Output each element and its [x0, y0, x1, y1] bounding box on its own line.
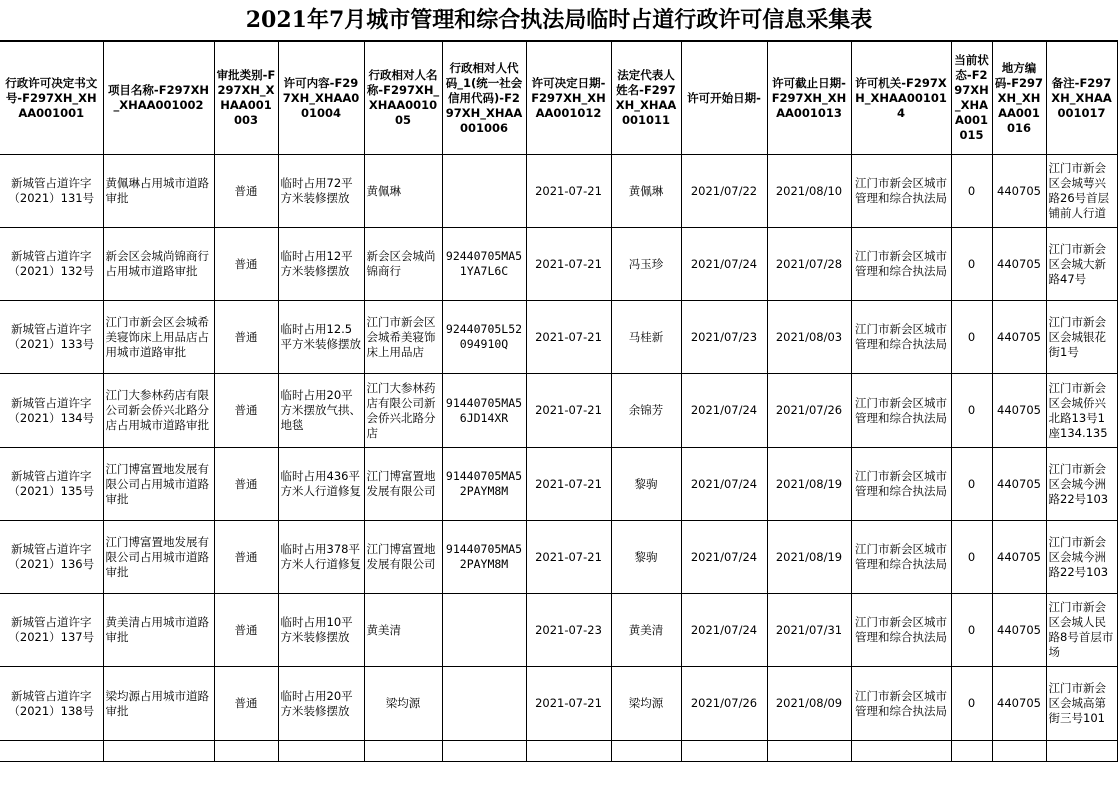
cell-start-date[interactable]: 2021/07/24	[681, 594, 767, 667]
cell-party-name[interactable]: 新会区会城尚锦商行	[364, 228, 442, 301]
cell-decision-no[interactable]: 新城管占道许字（2021）136号	[0, 521, 103, 594]
cell-credit-code[interactable]	[442, 667, 526, 741]
cell-start-date[interactable]: 2021/07/23	[681, 301, 767, 374]
cell-project-name[interactable]: 黄佩琳占用城市道路审批	[103, 155, 214, 228]
cell-content[interactable]: 临时占用12平方米装修摆放	[278, 228, 364, 301]
cell-project-name[interactable]: 梁均源占用城市道路审批	[103, 667, 214, 741]
cell-category[interactable]: 普通	[214, 448, 278, 521]
cell-end-date[interactable]: 2021/07/31	[767, 594, 851, 667]
cell-decision-no[interactable]: 新城管占道许字（2021）135号	[0, 448, 103, 521]
cell-decision-date[interactable]: 2021-07-21	[526, 374, 611, 448]
empty-cell[interactable]	[442, 741, 526, 762]
table-row	[0, 594, 1117, 667]
cell-party-name[interactable]: 黄佩琳	[364, 155, 442, 228]
cell-project-name[interactable]: 江门博富置地发展有限公司占用城市道路审批	[103, 448, 214, 521]
cell-region-code[interactable]: 440705	[992, 667, 1046, 741]
cell-authority[interactable]: 江门市新会区城市管理和综合执法局	[851, 228, 951, 301]
header-row	[0, 42, 1117, 155]
cell-end-date[interactable]: 2021/08/10	[767, 155, 851, 228]
header-cell[interactable]: 地方编码-F297XH_XHAA001016	[992, 42, 1046, 155]
cell-content[interactable]: 临时占用10平方米装修摆放	[278, 594, 364, 667]
header-cell[interactable]: 许可机关-F297XH_XHAA001014	[851, 42, 951, 155]
cell-region-code[interactable]: 440705	[992, 374, 1046, 448]
cell-authority[interactable]: 江门市新会区城市管理和综合执法局	[851, 594, 951, 667]
cell-legal-rep[interactable]: 马桂新	[611, 301, 681, 374]
table-row	[0, 667, 1117, 741]
permit-table	[0, 41, 1118, 762]
cell-decision-no[interactable]: 新城管占道许字（2021）137号	[0, 594, 103, 667]
cell-decision-date[interactable]: 2021-07-21	[526, 667, 611, 741]
cell-remark[interactable]: 江门市新会区会城侨兴北路13号1座134.135	[1046, 374, 1117, 448]
cell-decision-no[interactable]: 新城管占道许字（2021）133号	[0, 301, 103, 374]
cell-start-date[interactable]: 2021/07/24	[681, 374, 767, 448]
cell-start-date[interactable]: 2021/07/24	[681, 448, 767, 521]
cell-region-code[interactable]: 440705	[992, 521, 1046, 594]
cell-credit-code[interactable]: 92440705L52094910Q	[442, 301, 526, 374]
cell-content[interactable]: 临时占用436平方米人行道修复	[278, 448, 364, 521]
cell-end-date[interactable]: 2021/08/09	[767, 667, 851, 741]
empty-cell[interactable]	[611, 741, 681, 762]
cell-status[interactable]: 0	[951, 594, 992, 667]
cell-decision-no[interactable]: 新城管占道许字（2021）134号	[0, 374, 103, 448]
cell-project-name[interactable]: 江门大参林药店有限公司新会侨兴北路分店占用城市道路审批	[103, 374, 214, 448]
cell-remark[interactable]: 江门市新会区会城今洲路22号103	[1046, 521, 1117, 594]
empty-cell[interactable]	[364, 741, 442, 762]
cell-end-date[interactable]: 2021/07/28	[767, 228, 851, 301]
cell-category[interactable]: 普通	[214, 228, 278, 301]
cell-category[interactable]: 普通	[214, 521, 278, 594]
cell-project-name[interactable]: 黄美清占用城市道路审批	[103, 594, 214, 667]
cell-status[interactable]: 0	[951, 374, 992, 448]
cell-region-code[interactable]: 440705	[992, 448, 1046, 521]
cell-category[interactable]: 普通	[214, 374, 278, 448]
table-row	[0, 374, 1117, 448]
empty-cell[interactable]	[681, 741, 767, 762]
cell-legal-rep[interactable]: 黎驹	[611, 448, 681, 521]
cell-decision-date[interactable]: 2021-07-21	[526, 448, 611, 521]
cell-remark[interactable]: 江门市新会区会城萼兴路26号首层铺前人行道	[1046, 155, 1117, 228]
cell-region-code[interactable]: 440705	[992, 594, 1046, 667]
cell-party-name[interactable]: 江门博富置地发展有限公司	[364, 448, 442, 521]
cell-decision-date[interactable]: 2021-07-21	[526, 301, 611, 374]
cell-end-date[interactable]: 2021/08/03	[767, 301, 851, 374]
cell-credit-code[interactable]	[442, 155, 526, 228]
cell-start-date[interactable]: 2021/07/26	[681, 667, 767, 741]
cell-start-date[interactable]: 2021/07/24	[681, 228, 767, 301]
cell-party-name[interactable]: 江门市新会区会城希美寝饰床上用品店	[364, 301, 442, 374]
cell-authority[interactable]: 江门市新会区城市管理和综合执法局	[851, 301, 951, 374]
cell-decision-date[interactable]: 2021-07-21	[526, 155, 611, 228]
empty-cell[interactable]	[0, 741, 103, 762]
empty-cell[interactable]	[526, 741, 611, 762]
empty-cell[interactable]	[992, 741, 1046, 762]
table-row	[0, 228, 1117, 301]
table-row	[0, 521, 1117, 594]
cell-end-date[interactable]: 2021/08/19	[767, 521, 851, 594]
cell-decision-date[interactable]: 2021-07-23	[526, 594, 611, 667]
cell-credit-code[interactable]	[442, 594, 526, 667]
cell-authority[interactable]: 江门市新会区城市管理和综合执法局	[851, 521, 951, 594]
cell-legal-rep[interactable]: 梁均源	[611, 667, 681, 741]
header-cell[interactable]: 项目名称-F297XH_XHAA001002	[103, 42, 214, 155]
cell-remark[interactable]: 江门市新会区会城人民路8号首层市场	[1046, 594, 1117, 667]
cell-decision-no[interactable]: 新城管占道许字（2021）132号	[0, 228, 103, 301]
empty-cell[interactable]	[851, 741, 951, 762]
cell-content[interactable]: 临时占用12.5平方米装修摆放	[278, 301, 364, 374]
header-cell[interactable]: 许可决定日期-F297XH_XHAA001012	[526, 42, 611, 155]
cell-end-date[interactable]: 2021/08/19	[767, 448, 851, 521]
cell-credit-code[interactable]: 92440705MA51YA7L6C	[442, 228, 526, 301]
cell-decision-date[interactable]: 2021-07-21	[526, 521, 611, 594]
cell-status[interactable]: 0	[951, 521, 992, 594]
cell-decision-no[interactable]: 新城管占道许字（2021）131号	[0, 155, 103, 228]
table-row	[0, 301, 1117, 374]
cell-status[interactable]: 0	[951, 228, 992, 301]
cell-remark[interactable]: 江门市新会区会城今洲路22号103	[1046, 448, 1117, 521]
header-cell[interactable]: 许可开始日期-	[681, 42, 767, 155]
empty-cell[interactable]	[214, 741, 278, 762]
cell-category[interactable]: 普通	[214, 667, 278, 741]
cell-category[interactable]: 普通	[214, 594, 278, 667]
cell-status[interactable]: 0	[951, 448, 992, 521]
header-cell[interactable]: 当前状态-F297XH_XHAA001015	[951, 42, 992, 155]
cell-credit-code[interactable]: 91440705MA52PAYM8M	[442, 448, 526, 521]
empty-cell[interactable]	[1046, 741, 1117, 762]
sheet-title: 2021年7月城市管理和综合执法局临时占道行政许可信息采集表	[0, 0, 1118, 41]
cell-region-code[interactable]: 440705	[992, 155, 1046, 228]
cell-party-name[interactable]: 江门博富置地发展有限公司	[364, 521, 442, 594]
table-row	[0, 448, 1117, 521]
header-cell[interactable]: 行政相对人代码_1(统一社会信用代码)-F297XH_XHAA001006	[442, 42, 526, 155]
cell-decision-date[interactable]: 2021-07-21	[526, 228, 611, 301]
cell-content[interactable]: 临时占用378平方米人行道修复	[278, 521, 364, 594]
empty-cell[interactable]	[951, 741, 992, 762]
empty-cell[interactable]	[278, 741, 364, 762]
cell-content[interactable]: 临时占用72平方米装修摆放	[278, 155, 364, 228]
cell-status[interactable]: 0	[951, 667, 992, 741]
header-cell[interactable]: 行政许可决定书文号-F297XH_XHAA001001	[0, 42, 103, 155]
cell-content[interactable]: 临时占用20平方米摆放气拱、地毯	[278, 374, 364, 448]
cell-legal-rep[interactable]: 黄佩琳	[611, 155, 681, 228]
cell-status[interactable]: 0	[951, 155, 992, 228]
header-cell[interactable]: 备注-F297XH_XHAA001017	[1046, 42, 1117, 155]
table-row	[0, 155, 1117, 228]
cell-region-code[interactable]: 440705	[992, 228, 1046, 301]
cell-credit-code[interactable]: 91440705MA52PAYM8M	[442, 521, 526, 594]
header-cell[interactable]: 许可内容-F297XH_XHAA001004	[278, 42, 364, 155]
cell-party-name[interactable]: 江门大参林药店有限公司新会侨兴北路分店	[364, 374, 442, 448]
cell-project-name[interactable]: 江门市新会区会城希美寝饰床上用品店占用城市道路审批	[103, 301, 214, 374]
cell-party-name[interactable]: 梁均源	[364, 667, 442, 741]
cell-legal-rep[interactable]: 黎驹	[611, 521, 681, 594]
cell-decision-no[interactable]: 新城管占道许字（2021）138号	[0, 667, 103, 741]
cell-region-code[interactable]: 440705	[992, 301, 1046, 374]
cell-authority[interactable]: 江门市新会区城市管理和综合执法局	[851, 374, 951, 448]
cell-project-name[interactable]: 新会区会城尚锦商行占用城市道路审批	[103, 228, 214, 301]
cell-status[interactable]: 0	[951, 301, 992, 374]
cell-category[interactable]: 普通	[214, 301, 278, 374]
cell-credit-code[interactable]: 91440705MA56JD14XR	[442, 374, 526, 448]
cell-project-name[interactable]: 江门博富置地发展有限公司占用城市道路审批	[103, 521, 214, 594]
cell-legal-rep[interactable]: 冯玉珍	[611, 228, 681, 301]
header-cell[interactable]: 法定代表人姓名-F297XH_XHAA001011	[611, 42, 681, 155]
cell-legal-rep[interactable]: 余锦芳	[611, 374, 681, 448]
cell-legal-rep[interactable]: 黄美清	[611, 594, 681, 667]
cell-content[interactable]: 临时占用20平方米装修摆放	[278, 667, 364, 741]
cell-authority[interactable]: 江门市新会区城市管理和综合执法局	[851, 155, 951, 228]
empty-cell[interactable]	[767, 741, 851, 762]
cell-end-date[interactable]: 2021/07/26	[767, 374, 851, 448]
header-cell[interactable]: 审批类别-F297XH_XHAA001003	[214, 42, 278, 155]
cell-remark[interactable]: 江门市新会区会城大新路47号	[1046, 228, 1117, 301]
cell-remark[interactable]: 江门市新会区会城银花街1号	[1046, 301, 1117, 374]
cell-authority[interactable]: 江门市新会区城市管理和综合执法局	[851, 448, 951, 521]
cell-remark[interactable]: 江门市新会区会城高第街三号101	[1046, 667, 1117, 741]
empty-cell[interactable]	[103, 741, 214, 762]
header-cell[interactable]: 许可截止日期-F297XH_XHAA001013	[767, 42, 851, 155]
cell-start-date[interactable]: 2021/07/22	[681, 155, 767, 228]
cell-authority[interactable]: 江门市新会区城市管理和综合执法局	[851, 667, 951, 741]
cell-category[interactable]: 普通	[214, 155, 278, 228]
cell-party-name[interactable]: 黄美清	[364, 594, 442, 667]
header-cell[interactable]: 行政相对人名称-F297XH_XHAA001005	[364, 42, 442, 155]
cell-start-date[interactable]: 2021/07/24	[681, 521, 767, 594]
table-row	[0, 741, 1117, 762]
